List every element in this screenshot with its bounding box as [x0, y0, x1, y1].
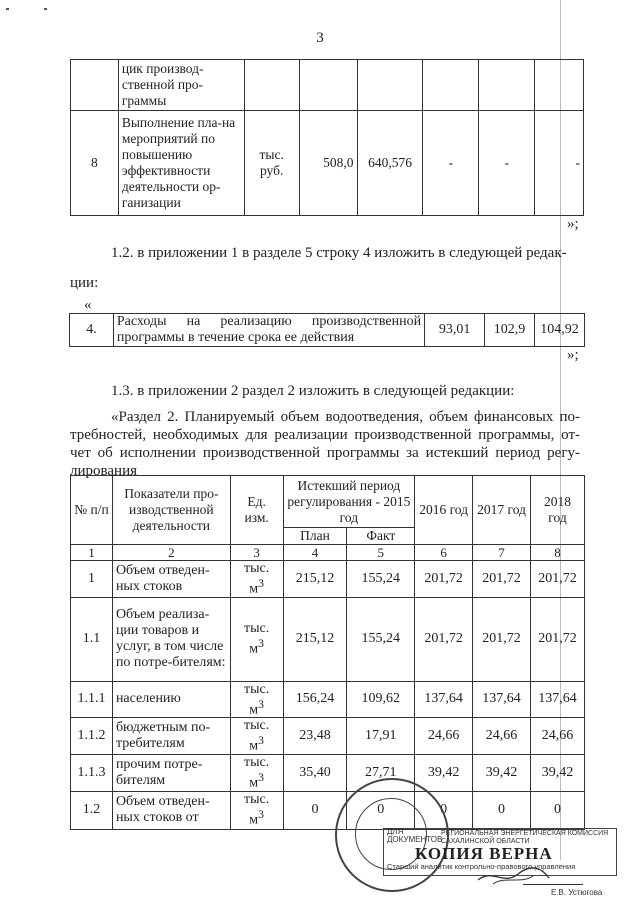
table-row-4 — [69, 313, 585, 347]
value-2017-cell: 137,64 — [473, 681, 531, 718]
value-2017-cell: 24,66 — [473, 718, 531, 755]
column-number: 2 — [112, 545, 230, 561]
unit-superscript: 3 — [258, 637, 264, 651]
unit-cell — [230, 718, 283, 755]
closing-quote: »; — [567, 347, 579, 363]
column-number: 3 — [230, 545, 283, 561]
row-number: 4. — [70, 314, 114, 347]
column-number: 8 — [530, 545, 584, 561]
unit-cell — [230, 754, 283, 791]
row-number: 1 — [71, 561, 113, 598]
plan-cell: 215,12 — [283, 561, 347, 598]
value-2016-cell: 201,72 — [415, 597, 473, 681]
copy-certified-stamp — [323, 828, 623, 898]
row-name: прочим потре-бителям — [112, 754, 230, 791]
unit-text: тыс. — [244, 621, 270, 637]
page-number: 3 — [316, 30, 324, 46]
value-2017-cell: 39,42 — [473, 754, 531, 791]
unit-text: м — [249, 641, 259, 657]
paragraph-section-2: «Раздел 2. Планируемый объем водоотведения, объем финансовых по-требностей, необходимых для реализации производственной программы, от-чет об исполнении производственной программы за истекший период регу-лирования — [70, 409, 580, 479]
signature-line — [523, 884, 583, 885]
opening-quote: « — [84, 297, 92, 313]
unit-superscript: 3 — [258, 770, 264, 784]
unit-text: тыс. — [244, 792, 270, 808]
plan-cell: 35,40 — [283, 754, 347, 791]
plan-cell: 215,12 — [283, 597, 347, 681]
fact-cell: 17,91 — [347, 718, 415, 755]
value-2017-cell: 201,72 — [473, 597, 531, 681]
unit-cell — [230, 597, 283, 681]
unit-superscript: 3 — [258, 577, 264, 590]
fact-cell: 109,62 — [347, 681, 415, 718]
value-2016-cell: 137,64 — [415, 681, 473, 718]
header-period: Истекший период регулирования - 2015 год — [283, 476, 415, 528]
header-2018: 2018 год — [530, 476, 584, 545]
unit-text: м — [249, 738, 259, 754]
row-name: цик производ-ственной про-граммы — [118, 60, 244, 111]
table-row — [71, 561, 585, 598]
row-name: Объем реализа-ции товаров и услуг, в том числе по потре-бителям: — [112, 597, 230, 681]
stamp-copy-verified: КОПИЯ ВЕРНА — [415, 844, 553, 863]
stamp-signer-name: Е.В. Устюгова — [551, 888, 603, 897]
unit-text: м — [249, 581, 259, 597]
fact-cell: 155,24 — [347, 561, 415, 598]
plan-cell: 23,48 — [283, 718, 347, 755]
table-row — [70, 314, 585, 347]
table-wastewater — [70, 475, 585, 830]
table-row — [71, 111, 584, 216]
table-row — [71, 597, 585, 681]
paragraph-1-2: 1.2. в приложении 1 в разделе 5 строку 4 изложить в следующей редак- — [111, 245, 567, 261]
unit-text: тыс. — [244, 561, 270, 576]
fact-cell: 27,71 — [347, 754, 415, 791]
unit-cell: тыс. руб. — [244, 111, 299, 216]
column-number-row — [71, 545, 585, 561]
value-2018-cell: 24,66 — [530, 718, 584, 755]
row-name: Объем отведен-ных стоков — [112, 561, 230, 598]
stamp-position: Старший аналитик контрольно-правового управления — [387, 862, 576, 871]
value-cell: - — [423, 111, 479, 216]
row-name: населению — [112, 681, 230, 718]
stamp-for-documents: ДЛЯ ДОКУМЕНТОВ — [387, 827, 443, 844]
column-number: 4 — [283, 545, 347, 561]
column-number: 6 — [415, 545, 473, 561]
value-cell: 104,92 — [534, 314, 584, 347]
row-name: бюджетным по-требителям — [112, 718, 230, 755]
column-number: 5 — [347, 545, 415, 561]
row-number: 1.1.1 — [71, 681, 113, 718]
value-2017-cell: 0 — [473, 791, 531, 829]
plan-cell: 0 — [283, 791, 347, 829]
scan-speck — [6, 8, 9, 10]
unit-cell — [230, 561, 283, 598]
value-cell: - — [479, 111, 535, 216]
header-unit: Ед. изм. — [230, 476, 283, 545]
paragraph-1-3: 1.3. в приложении 2 раздел 2 изложить в следующей редакции: — [111, 383, 515, 399]
value-cell: 508,0 — [299, 111, 357, 216]
header-2017: 2017 год — [473, 476, 531, 545]
row-name: Выполнение пла-на мероприятий по повышению эффективности деятельности ор-ганизации — [118, 111, 244, 216]
value-2018-cell: 201,72 — [530, 561, 584, 598]
row-number: 1.1.2 — [71, 718, 113, 755]
fact-cell: 0 — [347, 791, 415, 829]
unit-superscript: 3 — [258, 808, 264, 822]
paragraph-1-2-cont: ции: — [70, 275, 99, 291]
value-2016-cell: 0 — [415, 791, 473, 829]
table-row — [71, 754, 585, 791]
row-number: 1.1 — [71, 597, 113, 681]
value-2017-cell: 201,72 — [473, 561, 531, 598]
fact-cell: 155,24 — [347, 597, 415, 681]
value-2018-cell: 201,72 — [530, 597, 584, 681]
unit-cell — [230, 681, 283, 718]
table-row — [71, 718, 585, 755]
table-row — [71, 60, 584, 111]
value-cell: - — [535, 111, 584, 216]
unit-text: м — [249, 702, 259, 718]
row-number: 1.1.3 — [71, 754, 113, 791]
closing-quote: »; — [567, 216, 579, 232]
header-2016: 2016 год — [415, 476, 473, 545]
header-fact: Факт — [347, 528, 415, 545]
value-cell: 640,576 — [357, 111, 423, 216]
unit-cell — [230, 791, 283, 829]
row-name: Объем отведен-ных стоков от — [112, 791, 230, 829]
value-2016-cell: 39,42 — [415, 754, 473, 791]
value-cell: 93,01 — [425, 314, 485, 347]
value-cell: 102,9 — [485, 314, 535, 347]
value-2018-cell: 137,64 — [530, 681, 584, 718]
unit-text: тыс. — [244, 754, 270, 770]
unit-superscript: 3 — [258, 734, 264, 748]
unit-superscript: 3 — [258, 697, 264, 711]
scan-speck — [44, 8, 47, 10]
column-number: 1 — [71, 545, 113, 561]
value-2018-cell: 0 — [530, 791, 584, 829]
unit-text: м — [249, 812, 259, 828]
plan-cell: 156,24 — [283, 681, 347, 718]
row-number: 1.2 — [71, 791, 113, 829]
header-num: № п/п — [71, 476, 113, 545]
column-number: 7 — [473, 545, 531, 561]
unit-text: тыс. — [244, 681, 270, 697]
table-row — [71, 791, 585, 829]
unit-text: м — [249, 775, 259, 791]
table-header-row — [71, 476, 585, 528]
header-plan: План — [283, 528, 347, 545]
table-continuation — [70, 59, 584, 216]
row-number: 8 — [71, 111, 119, 216]
unit-text: тыс. — [244, 718, 270, 734]
value-2018-cell: 39,42 — [530, 754, 584, 791]
row-name: Расходы на реализацию производственной программы в течение срока ее действия — [113, 314, 424, 347]
header-indicators: Показатели про-изводственной деятельности — [112, 476, 230, 545]
table-row — [71, 681, 585, 718]
value-2016-cell: 24,66 — [415, 718, 473, 755]
value-2016-cell: 201,72 — [415, 561, 473, 598]
stamp-agency: РЕГИОНАЛЬНАЯ ЭНЕРГЕТИЧЕСКАЯ КОМИССИЯ САХАЛИНСКОЙ ОБЛАСТИ — [441, 830, 609, 845]
